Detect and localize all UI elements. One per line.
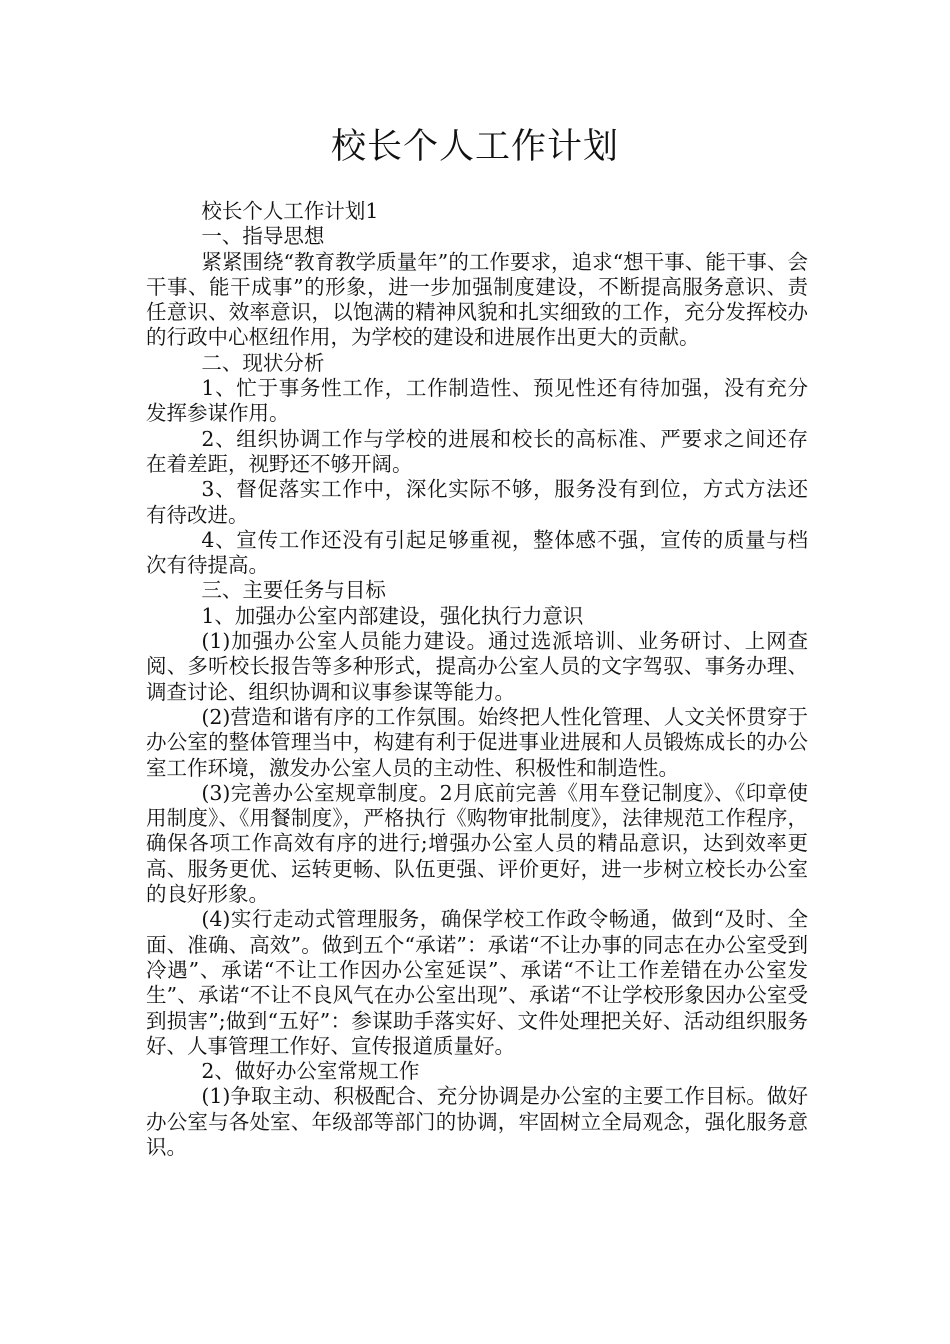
- subheading: 1、加强办公室内部建设，强化执行力意识: [201, 603, 584, 628]
- heading-status-analysis: 二、现状分析: [201, 350, 325, 375]
- paragraph: (1)加强办公室人员能力建设。通过选派培训、业务研讨、上网查阅、多听校长报告等多种形式，提高办公室人员的文字驾驭、事务办理、调查讨论、组织协调和议事参谋等能力。: [146, 629, 808, 704]
- document-body: [146, 199, 808, 1160]
- paragraph: (3)完善办公室规章制度。2月底前完善《用车登记制度》、《印章使用制度》、《用餐制度》，严格执行《购物审批制度》，法律规范工作程序，确保各项工作高效有序的进行;增强办公室人员的精品意识，达到效率更高、服务更优、运转更畅、队伍更强、评价更好，进一步树立校长办公室的良好形象。: [146, 780, 808, 907]
- paragraph: (2)营造和谐有序的工作氛围。始终把人性化管理、人文关怀贯穿于办公室的整体管理当中，构建有利于促进事业进展和人员锻炼成长的办公室工作环境，激发办公室人员的主动性、积极性和制造性。: [146, 704, 808, 780]
- document-title: 校长个人工作计划: [330, 127, 619, 167]
- subheading: 2、做好办公室常规工作: [201, 1059, 420, 1084]
- paragraph: (1)争取主动、积极配合、充分协调是办公室的主要工作目标。做好办公室与各处室、年级部等部门的协调，牢固树立全局观念，强化服务意识。: [146, 1084, 808, 1159]
- paragraph: 紧紧围绕“教育教学质量年”的工作要求，追求“想干事、能干事、会干事、能干成事”的形象，进一步加强制度建设，不断提高服务意识、责任意识、效率意识，以饱满的精神风貌和扎实细致的工作，充分发挥校办的行政中心枢纽作用，为学校的建设和进展作出更大的贡献。: [146, 249, 808, 350]
- paragraph: 1、忙于事务性工作，工作制造性、预见性还有待加强，没有充分发挥参谋作用。: [146, 376, 808, 426]
- paragraph: 2、组织协调工作与学校的进展和校长的高标准、严要求之间还存在着差距，视野还不够开阔。: [146, 426, 808, 476]
- heading-guiding-ideology: 一、指导思想: [201, 224, 325, 249]
- section-subtitle: 校长个人工作计划1: [201, 199, 379, 223]
- paragraph: (4)实行走动式管理服务，确保学校工作政令畅通，做到“及时、全面、准确、高效”。做到五个“承诺”：承诺“不让办事的同志在办公室受到冷遇”、承诺“不让工作因办公室延误”、承诺“不让工作差错在办公室发生”、承诺“不让不良风气在办公室出现”、承诺“不让学校形象因办公室受到损害”;做到“五好”：参谋助手落实好、文件处理把关好、活动组织服务好、人事管理工作好、宣传报道质量好。: [146, 907, 808, 1058]
- paragraph: 3、督促落实工作中，深化实际不够，服务没有到位，方式方法还有待改进。: [146, 477, 808, 527]
- paragraph: 4、宣传工作还没有引起足够重视，整体感不强，宣传的质量与档次有待提高。: [146, 527, 808, 578]
- heading-main-tasks: 三、主要任务与目标: [201, 578, 386, 603]
